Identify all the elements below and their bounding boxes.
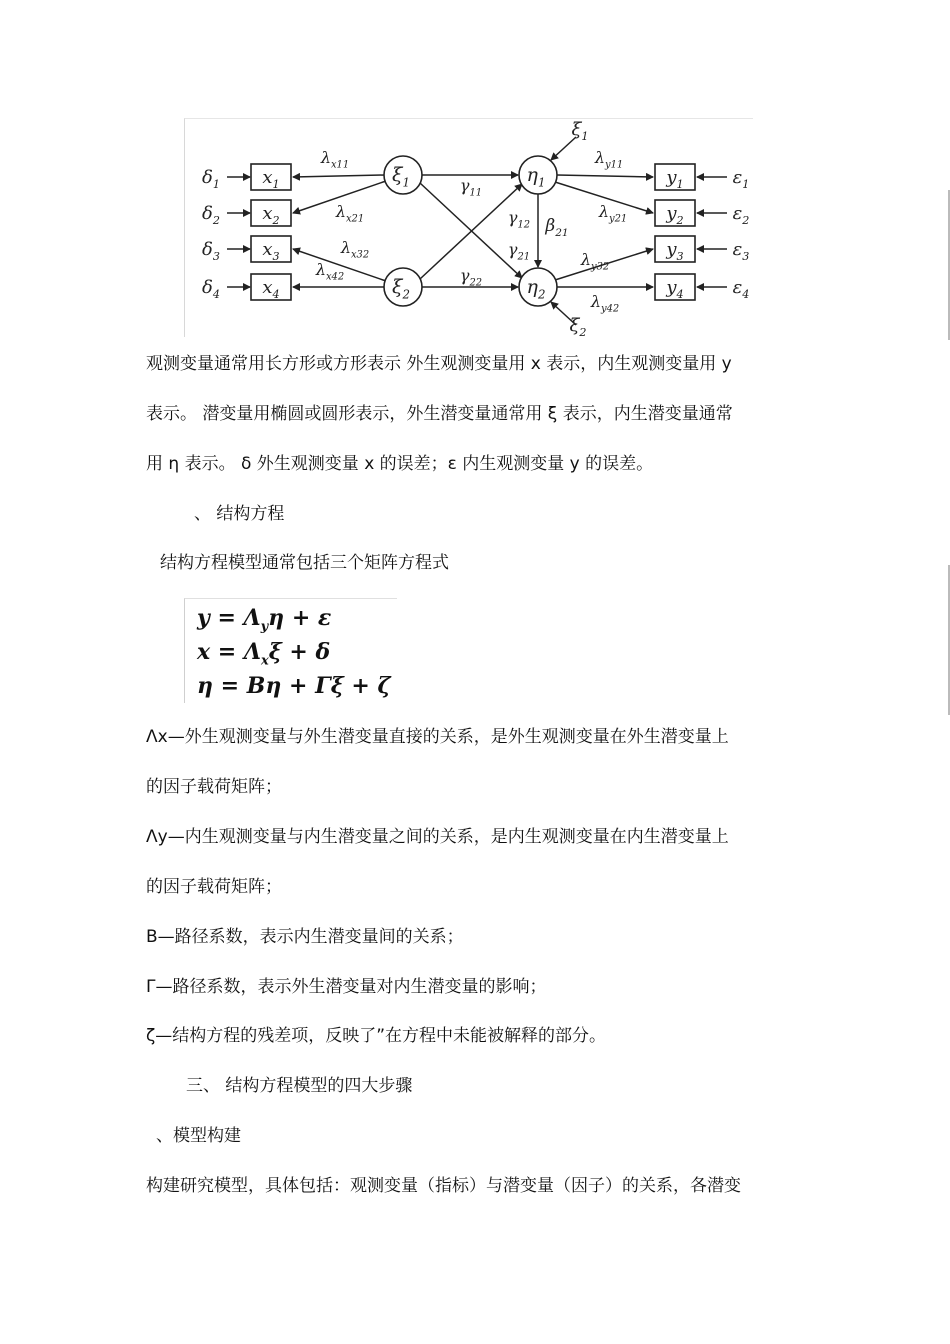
lambda-y-path: [557, 175, 653, 177]
sem-path-diagram: [184, 118, 753, 337]
gamma-label: $\gamma_{11}$: [459, 176, 483, 199]
xi-label: $\xi_2$: [392, 276, 410, 302]
zeta-label: $\xi_1$: [571, 119, 589, 144]
x-box-label: $x_4$: [262, 277, 280, 302]
gamma-label: $\gamma_{22}$: [459, 266, 483, 289]
y-box-label: $y_2$: [666, 203, 684, 228]
eta-label: $\eta_1$: [526, 164, 546, 190]
para-lambda-y-cont: 的因子载荷矩阵；: [146, 877, 282, 897]
delta-label: $\delta_3$: [202, 239, 220, 264]
gamma-label: $\gamma_{12}$: [507, 208, 531, 231]
lambda-y-label: $\lambda_{y32}$: [580, 250, 610, 273]
lambda-x-path: [293, 175, 384, 177]
lambda-x-label: $\lambda_{x42}$: [315, 260, 345, 283]
para-zeta: ζ—结构方程的残差项，反映了”在方程中未能被解释的部分。: [146, 1026, 607, 1046]
lambda-x-label: $\lambda_{x32}$: [340, 238, 370, 261]
equation-box: [184, 598, 397, 703]
para-b: B—路径系数，表示内生潜变量间的关系；: [146, 927, 464, 947]
epsilon-label: $\varepsilon_2$: [732, 203, 750, 228]
beta-label: $\beta_{21}$: [545, 216, 569, 239]
para-matrix-intro: 结构方程模型通常包括三个矩阵方程式: [160, 553, 449, 573]
x-box-label: $x_3$: [262, 239, 280, 264]
heading-four-steps: 三、 结构方程模型的四大步骤: [186, 1076, 413, 1096]
y-box-label: $y_4$: [666, 277, 684, 302]
y-box-label: $y_1$: [666, 167, 684, 192]
para-gamma: Γ—路径系数，表示外生潜变量对内生潜变量的影响；: [146, 977, 547, 997]
para-lambda-x: Λx—外生观测变量与外生潜变量直接的关系，是外生观测变量在外生潜变量上: [146, 727, 729, 747]
lambda-y-label: $\lambda_{y11}$: [594, 148, 624, 171]
eta-label: $\eta_2$: [526, 276, 546, 302]
lambda-x-label: $\lambda_{x21}$: [335, 202, 365, 225]
lambda-x-label: $\lambda_{x11}$: [320, 148, 350, 171]
equation-y: $y = \Lambda_y\eta + \varepsilon$: [197, 605, 332, 635]
epsilon-label: $\varepsilon_1$: [732, 167, 750, 192]
equation-eta: η = Bη + Γξ + ζ: [197, 673, 391, 699]
delta-label: $\delta_1$: [202, 167, 220, 192]
heading-structural-equation: 、 结构方程: [194, 504, 285, 524]
para-lambda-y: Λy—内生观测变量与内生潜变量之间的关系，是内生观测变量在内生潜变量上: [146, 827, 729, 847]
epsilon-label: $\varepsilon_4$: [732, 277, 750, 302]
delta-label: $\delta_2$: [202, 203, 220, 228]
para-model-construction: 构建研究模型，具体包括：观测变量（指标）与潜变量（因子）的关系，各潜变: [146, 1176, 741, 1196]
equation-x: $x = \Lambda_x\xi + \delta$: [197, 639, 331, 669]
gamma-label: $\gamma_{21}$: [507, 240, 531, 263]
x-box-label: $x_2$: [262, 203, 280, 228]
para-observed-vars: 观测变量通常用长方形或方形表示 外生观测变量用 x 表示，内生观测变量用 y: [146, 354, 732, 374]
lambda-y-label: $\lambda_{y42}$: [590, 292, 620, 315]
lambda-y-label: $\lambda_{y21}$: [598, 202, 628, 225]
y-box-label: $y_3$: [666, 239, 684, 264]
x-box-label: $x_1$: [262, 167, 280, 192]
para-lambda-x-cont: 的因子载荷矩阵；: [146, 777, 282, 797]
zeta-label: $\xi_2$: [569, 315, 587, 337]
para-errors: 用 η 表示。 δ 外生观测变量 x 的误差；ε 内生观测变量 y 的误差。: [146, 454, 654, 474]
para-latent-vars: 表示。 潜变量用椭圆或圆形表示，外生潜变量通常用 ξ 表示，内生潜变量通常: [146, 404, 733, 424]
xi-label: $\xi_1$: [392, 164, 410, 190]
epsilon-label: $\varepsilon_3$: [732, 239, 750, 264]
delta-label: $\delta_4$: [202, 277, 220, 302]
zeta-arrow: [551, 137, 576, 160]
heading-model-construction: 、模型构建: [156, 1126, 241, 1146]
